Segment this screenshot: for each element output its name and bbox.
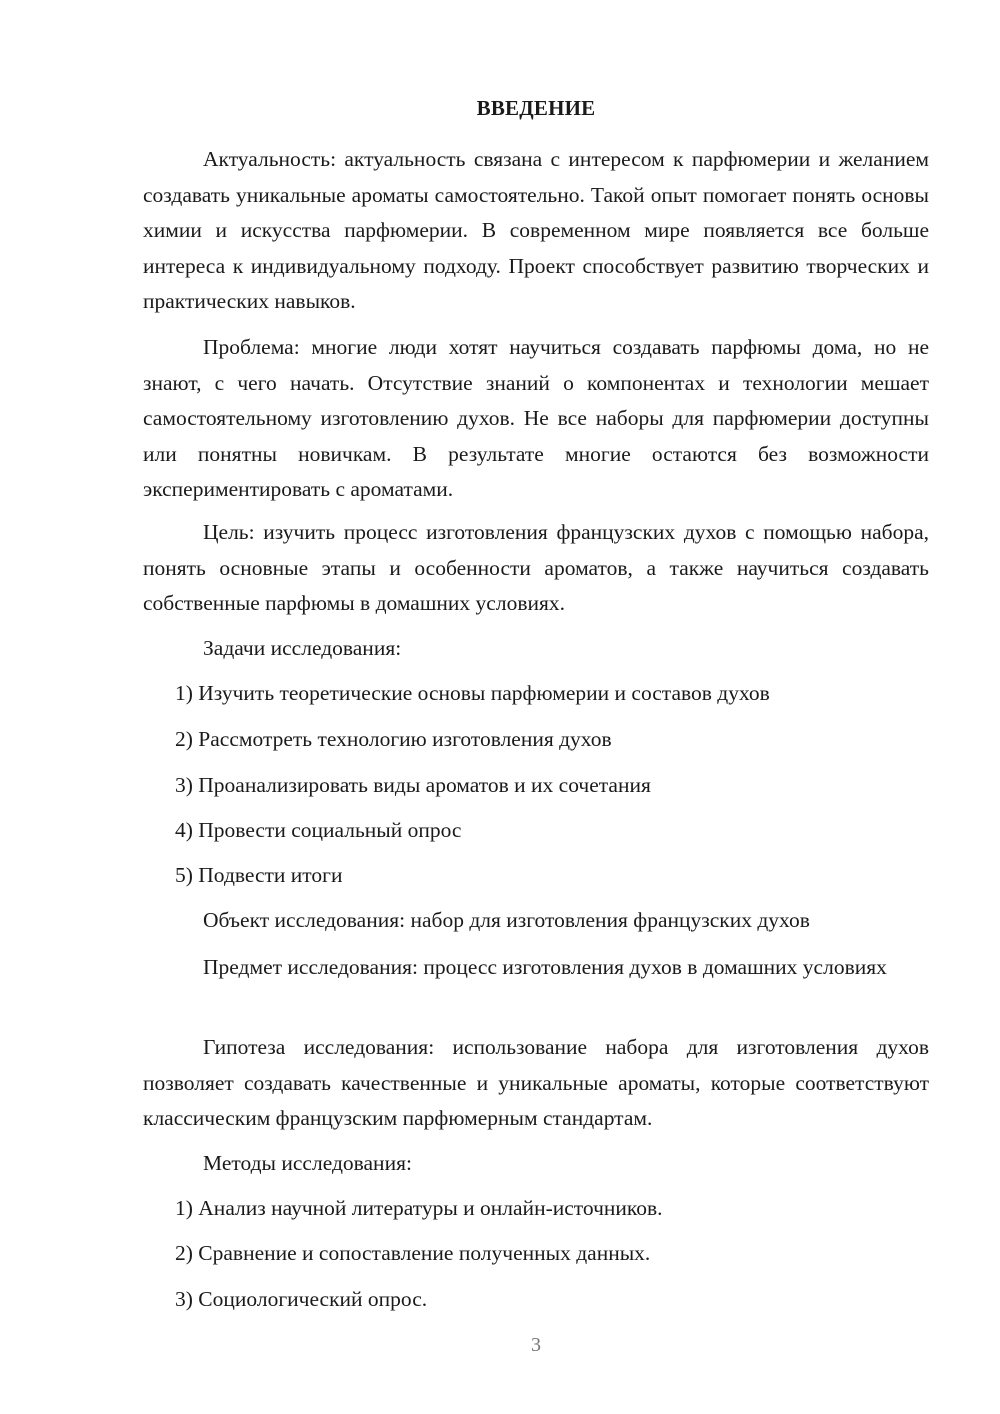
list-item: 5) Подвести итоги: [175, 863, 343, 887]
list-item: 1) Изучить теоретические основы парфюмерии и составов духов: [175, 681, 770, 705]
list-item: 4) Провести социальный опрос: [175, 818, 462, 842]
document-page: [143, 0, 929, 1414]
relevance-paragraph: Актуальность: актуальность связана с интересом к парфюмерии и желанием создавать уникальные ароматы самостоятельно. Такой опыт помогает понять основы химии и искусства парфюмерии. В современном мире появляется все больше интереса к индивидуальному подходу. Проект способствует развитию творческих и практических навыков.: [143, 147, 929, 313]
page-number: 3: [531, 1334, 541, 1356]
subject-paragraph: Предмет исследования: процесс изготовления духов в домашних условиях: [203, 955, 887, 979]
goal-paragraph: Цель: изучить процесс изготовления французских духов с помощью набора, понять основные этапы и особенности ароматов, а также научиться создавать собственные парфюмы в домашних условиях.: [143, 520, 929, 615]
list-item: 3) Социологический опрос.: [175, 1287, 428, 1311]
methods-title: Методы исследования:: [203, 1151, 412, 1175]
object-line: Объект исследования: набор для изготовления французских духов: [203, 908, 810, 932]
list-item: 1) Анализ научной литературы и онлайн-источников.: [175, 1196, 663, 1220]
hypothesis-paragraph: Гипотеза исследования: использование набора для изготовления духов позволяет создавать качественные и уникальные ароматы, которые соответствуют классическим французским парфюмерным стандартам.: [143, 1035, 929, 1130]
list-item: 2) Сравнение и сопоставление полученных данных.: [175, 1241, 651, 1265]
problem-paragraph: Проблема: многие люди хотят научиться создавать парфюмы дома, но не знают, с чего начать. Отсутствие знаний о компонентах и технологии мешает самостоятельному изготовлению духов. Не все наборы для парфюмерии доступны или понятны новичкам. В результате многие остаются без возможности экспериментировать с ароматами.: [143, 335, 929, 501]
page-title: ВВЕДЕНИЕ: [476, 96, 596, 120]
list-item: 2) Рассмотреть технологию изготовления духов: [175, 727, 612, 751]
list-item: 3) Проанализировать виды ароматов и их сочетания: [175, 773, 651, 797]
tasks-title: Задачи исследования:: [203, 636, 402, 660]
